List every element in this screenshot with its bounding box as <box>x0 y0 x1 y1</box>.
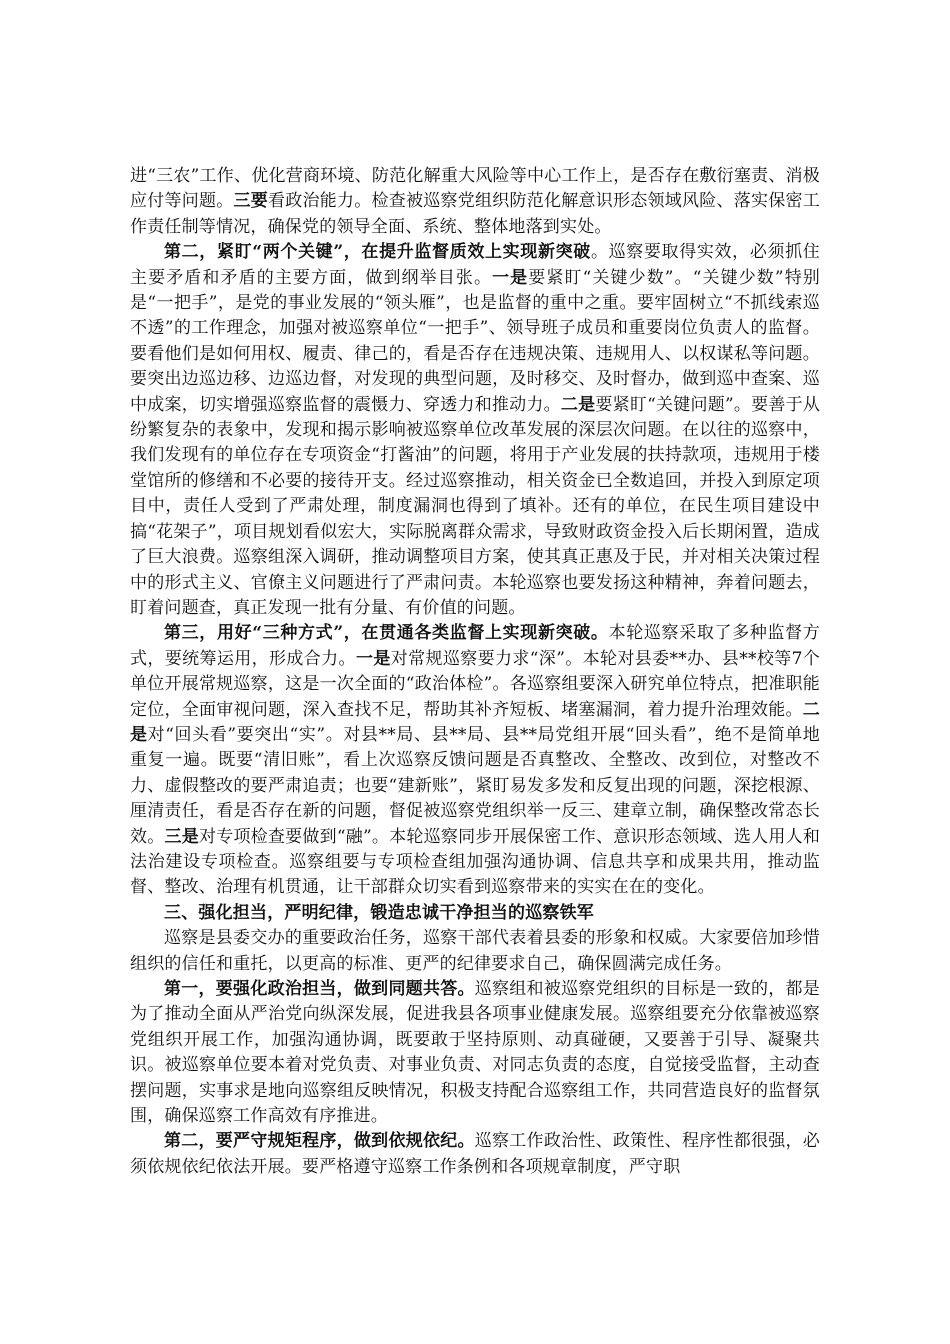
paragraph-text: 对常规巡察要力求“深”。本轮对县委**办、县**校等7个单位开展常规巡察，这是一次全面的“政治体检”。各巡察组要深入研究单位特点，把准职能定位，全面审视问题，深入查找不足，帮助其补齐短板、堵塞漏洞，着力提升治理效能。 <box>130 648 820 720</box>
body-paragraph <box>130 926 820 977</box>
body-paragraph <box>130 164 820 240</box>
paragraph-text: 对专项检查要做到“融”。本轮巡察同步开展保密工作、意识形态领域、选人用人和法治建设专项检查。巡察组要与专项检查组加强沟通协调、信息共享和成果共用，推动监督、整改、治理有机贯通，让干部群众切实看到巡察带来的实实在在的变化。 <box>130 826 821 898</box>
paragraph-text: 要紧盯“关键问题”。要善于从纷繁复杂的表象中，发现和揭示影响被巡察单位改革发展的深层次问题。在以往的巡察中，我们发现有的单位存在专项资金“打酱油”的问题，将用于产业发展的扶持款项，违规用于楼堂馆所的修缮和不必要的接待开支。经过巡察推动，相关资金已全数追回，并投入到原定项目中，责任人受到了严肃处理，制度漏洞也得到了填补。还有的单位，在民生项目建设中搞“花架子”，项目规划看似宏大，实际脱离群众需求，导致财政资金投入后长期闲置，造成了巨大浪费。巡察组深入调研，推动调整项目方案，使其真正惠及于民，并对相关决策过程中的形式主义、官僚主义问题进行了严肃问责。本轮巡察也要发扬这种精神，奔着问题去，盯着问题查，真正发现一批有分量、有价值的问题。 <box>130 394 821 618</box>
emphasis-text: 第二，要严守规矩程序，做到依规依纪。 <box>164 1131 475 1152</box>
document-page <box>130 164 820 1180</box>
paragraph-text: 要紧盯“关键少数”。“关键少数”特别是“一把手”，是党的事业发展的“领头雁”，也是监督的重中之重。要牢固树立“不抓线索巡不透”的工作理念，加强对被巡察单位“一把手”、领导班子成员和重要岗位负责人的监督。要看他们是如何用权、履责、律己的，看是否存在违规决策、违规用人、以权谋私等问题。要突出边巡边移、边巡边督，对发现的典型问题，及时移交、及时督办，做到巡中查案、巡中成案，切实增强巡察监督的震慑力、穿透力和推动力。 <box>130 267 820 415</box>
emphasis-text: 三、强化担当，严明纪律，锻造忠诚干净担当的巡察铁军 <box>164 902 594 923</box>
paragraph-text: 巡察工作政治性、政策性、程序性都很强，必须依规依纪依法开展。要严格遵守巡察工作条例和各项规章制度，严守职 <box>130 1131 820 1177</box>
emphasis-text: 第一，要强化政治担当，做到同题共答。 <box>164 979 475 999</box>
emphasis-text: 第三，用好“三种方式”，在贯通各类监督上实现新突破。 <box>164 623 609 644</box>
paragraph-text: 本轮巡察采取了多种监督方式，要统筹运用，形成合力。 <box>130 623 820 669</box>
emphasis-text: 第二，紧盯“两个关键”，在提升监督质效上实现新突破 <box>164 242 591 263</box>
body-paragraph <box>130 240 820 621</box>
emphasis-text: 三是 <box>164 826 199 847</box>
emphasis-text: 一是 <box>492 267 529 288</box>
body-paragraph <box>130 977 820 1129</box>
section-heading <box>130 901 820 926</box>
paragraph-text: 看政治能力。检查被巡察党组织防范化解意识形态领域风险、落实保密工作责任制等情况，确保党的领导全面、系统、整体地落到实处。 <box>130 191 821 237</box>
emphasis-text: 二是 <box>130 699 820 745</box>
emphasis-text: 二是 <box>560 394 596 415</box>
emphasis-text: 三要 <box>233 191 269 212</box>
body-paragraph <box>130 1129 820 1180</box>
body-paragraph <box>130 621 820 900</box>
paragraph-text: 进“三农”工作、优化营商环境、防范化解重大风险等中心工作上，是否存在敷衍塞责、消极应付等问题。 <box>130 166 820 212</box>
paragraph-text: 。巡察要取得实效，必须抓住主要矛盾和矛盾的主要方面，做到纲举目张。 <box>130 242 820 288</box>
paragraph-text: 巡察是县委交办的重要政治任务，巡察干部代表着县委的形象和权威。大家要倍加珍惜组织的信任和重托，以更高的标准、更严的纪律要求自己，确保圆满完成任务。 <box>130 928 820 974</box>
paragraph-text: 对“回头看”要突出“实”。对县**局、县**局、县**局党组开展“回头看”，绝不是简单地重复一遍。既要“清旧账”，看上次巡察反馈问题是否真整改、全整改、改到位，对整改不力、虚假整改的要严肃追责；也要“建新账”，紧盯易发多发和反复出现的问题，深挖根源、厘清责任，看是否存在新的问题，督促被巡察党组织举一反三、建章立制，确保整改常态长效。 <box>130 724 821 847</box>
emphasis-text: 一是 <box>355 648 391 669</box>
paragraph-text: 巡察组和被巡察党组织的目标是一致的，都是为了推动全面从严治党向纵深发展，促进我县各项事业健康发展。巡察组要充分依靠被巡察党组织开展工作，加强沟通协调，既要敢于坚持原则、动真碰硬，又要善于引导、凝聚共识。被巡察单位要本着对党负责、对事业负责、对同志负责的态度，自觉接受监督，主动查摆问题，实事求是地向巡察组反映情况，积极支持配合巡察组工作，共同营造良好的监督氛围，确保巡察工作高效有序推进。 <box>130 979 820 1127</box>
